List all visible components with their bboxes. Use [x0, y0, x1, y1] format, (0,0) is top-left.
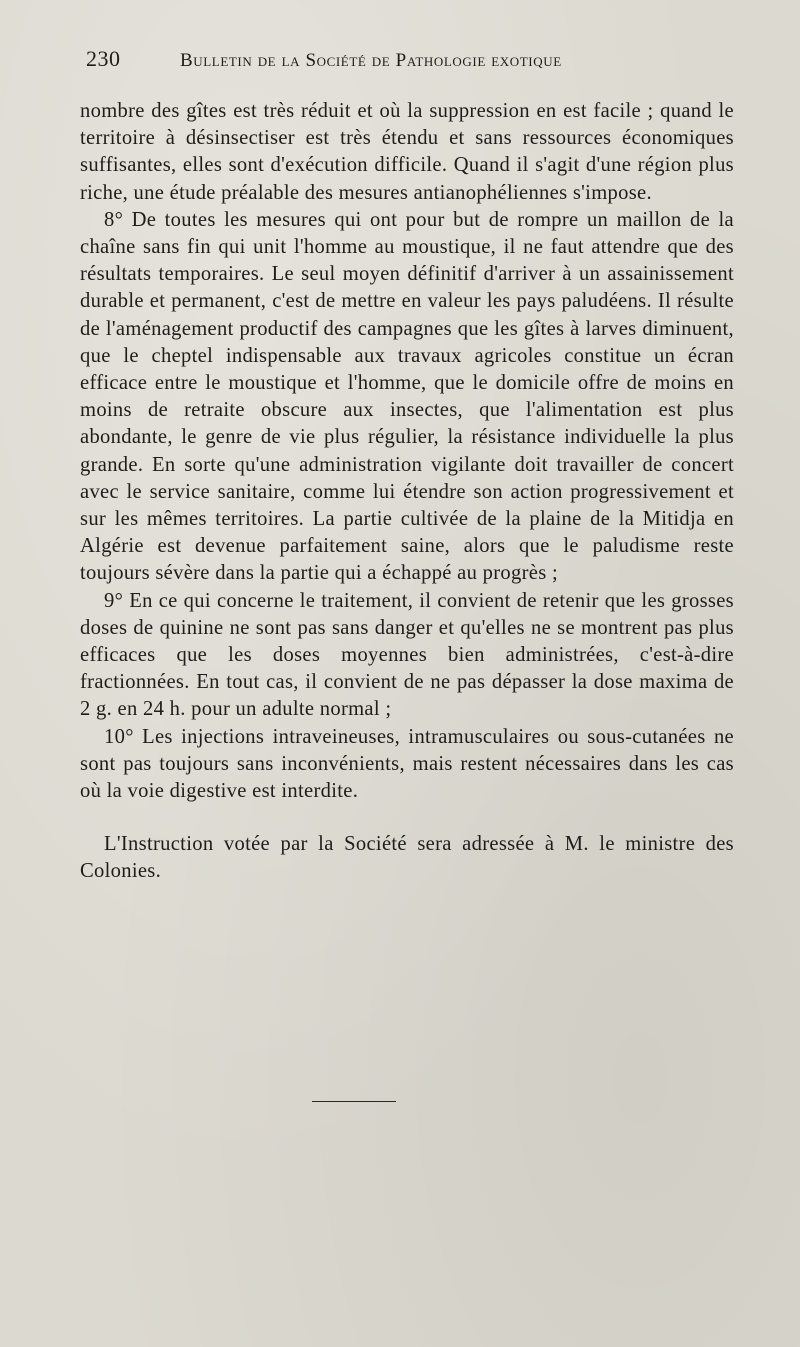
page-number: 230 [86, 46, 121, 71]
body-text [80, 98, 734, 886]
page-header [86, 46, 666, 80]
paragraph-continuation: nombre des gîtes est très réduit et où la suppression en est facile ; quand le territoire à désinsectiser est très étendu et sans ressources économiques suffisantes, elles sont d'exécution difficile. Quand il s'agit d'une région plus riche, une étude préalable des mesures antianophéliennes s'impose. [80, 100, 734, 204]
paragraph-item-10: 10° Les injections intraveineuses, intramusculaires ou sous-cutanées ne sont pas toujours sans inconvénients, mais restent nécessaires dans les cas où la voie digestive est interdite. [80, 725, 734, 803]
paragraph-item-9: 9° En ce qui concerne le traitement, il convient de retenir que les grosses doses de quinine ne sont pas sans danger et qu'elles ne se montrent pas plus efficaces que les doses moyennes bien administrées, c'est-à-dire fractionnées. En tout cas, il convient de ne pas dépasser la dose maxima de 2 g. en 24 h. pour un adulte normal ; [80, 589, 734, 721]
end-rule [312, 1101, 396, 1102]
running-title: Bulletin de la Société de Pathologie exotique [180, 50, 562, 71]
paragraph-item-8: 8° De toutes les mesures qui ont pour but de rompre un maillon de la chaîne sans fin qui unit l'homme au moustique, il ne faut attendre que des résultats temporaires. Le seul moyen définitif d'arriver à un assainissement durable et permanent, c'est de mettre en valeur les pays paludéens. Il résulte de l'aménagement productif des campagnes que les gîtes à larves diminuent, que le cheptel indispensable aux travaux agricoles constitue un écran efficace entre le moustique et l'homme, que le domicile offre de moins en moins de retraite obscure aux insectes, que l'alimentation est plus abondante, le genre de vie plus régulier, la résistance individuelle la plus grande. En sorte qu'une administration vigilante doit travailler de concert avec le service sanitaire, comme lui étendre son action progressivement et sur les mêmes territoires. La partie cultivée de la plaine de la Mitidja en Algérie est devenue parfaitement saine, alors que le paludisme reste toujours sévère dans la partie qui a échappé au progrès ; [80, 208, 734, 585]
paragraph-closing: L'Instruction votée par la Société sera adressée à M. le ministre des Colonies. [80, 833, 734, 883]
